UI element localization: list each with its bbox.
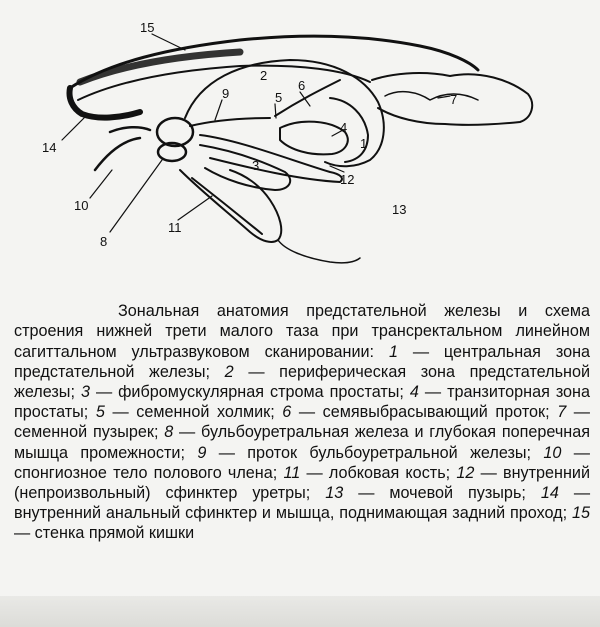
label-14: 14 <box>42 140 57 155</box>
legend-text: — центральная зона предстательной железы; <box>14 342 591 381</box>
caption-legend <box>14 343 590 543</box>
legend-text: — внутренний (непроизвольный) сфинктер уретры; <box>14 463 590 503</box>
label-4: 4 <box>340 120 348 135</box>
label-2: 2 <box>260 68 268 83</box>
legend-text: — семенной холмик; <box>104 403 283 422</box>
spongiose-body <box>95 138 140 170</box>
legend-number: 13 <box>325 484 344 503</box>
legend-number: 10 <box>543 443 562 462</box>
urethra <box>200 135 342 182</box>
label-7: 7 <box>450 92 458 107</box>
legend-text: — мочевой пузырь; <box>343 484 541 503</box>
legend-number: 2 <box>224 362 234 381</box>
legend-number: 11 <box>283 463 301 482</box>
bulbourethral-gland <box>157 118 193 146</box>
transition-zone <box>280 122 348 155</box>
legend-number: 9 <box>197 443 207 462</box>
spongiose-body-2 <box>110 127 150 132</box>
label-12: 12 <box>340 172 355 187</box>
bladder-wall <box>278 240 360 263</box>
gland-duct <box>190 118 270 126</box>
label-1: 1 <box>360 136 368 151</box>
anatomy-diagram <box>0 0 600 280</box>
legend-number: 15 <box>571 504 590 523</box>
anatomy-drawing <box>0 0 600 280</box>
legend-text: — семявыбрасывающий проток; <box>291 403 558 422</box>
legend-number: 12 <box>456 463 475 482</box>
legend-number: 3 <box>80 383 90 401</box>
label-15: 15 <box>140 20 155 35</box>
legend-text: — фибромускулярная строма простаты; <box>89 383 410 401</box>
caption-intro: Зональная анатомия предстательной железы и схема строения нижней трети малого таза при трансректальном линейном сагиттальном ультразвуковом сканировании: <box>14 302 590 361</box>
legend-text: — периферическая зона предстательной железы; <box>14 362 590 401</box>
legend-number: 14 <box>540 484 559 503</box>
legend-text: — бульбоуретральная железа и глубокая поперечная мышца промежности; <box>14 423 590 462</box>
anal-sphincter <box>70 88 141 118</box>
legend-number: 5 <box>95 403 105 422</box>
legend-text: — спонгиозное тело полового члена; <box>14 443 590 482</box>
legend-number: 8 <box>164 423 174 442</box>
page-bottom-strip <box>0 596 600 627</box>
legend-text: — транзиторная зона простаты; <box>14 383 591 422</box>
legend-number: 6 <box>282 403 292 422</box>
label-6: 6 <box>298 78 306 93</box>
legend-number: 1 <box>388 342 398 361</box>
label-10: 10 <box>74 198 89 213</box>
legend-text: — проток бульбоуретральной железы; <box>206 443 544 462</box>
legend-number: 4 <box>409 383 419 401</box>
label-3: 3 <box>252 158 260 173</box>
legend-text: — семенной пузырек; <box>14 403 590 442</box>
label-8: 8 <box>100 234 108 249</box>
legend-number: 7 <box>557 403 567 422</box>
figure-caption <box>14 301 590 543</box>
seminal-vesicle-fold <box>385 92 478 100</box>
prostate-peripheral <box>185 60 384 166</box>
label-9: 9 <box>222 86 230 101</box>
label-11: 11 <box>168 220 182 235</box>
legend-text: — внутренний анальный сфинктер и мышца, поднимающая задний проход; <box>14 484 591 523</box>
label-13: 13 <box>392 202 407 217</box>
label-5: 5 <box>275 90 283 105</box>
legend-text: — стенка прямой кишки <box>14 524 195 543</box>
legend-text: — лобковая кость; <box>300 463 457 482</box>
